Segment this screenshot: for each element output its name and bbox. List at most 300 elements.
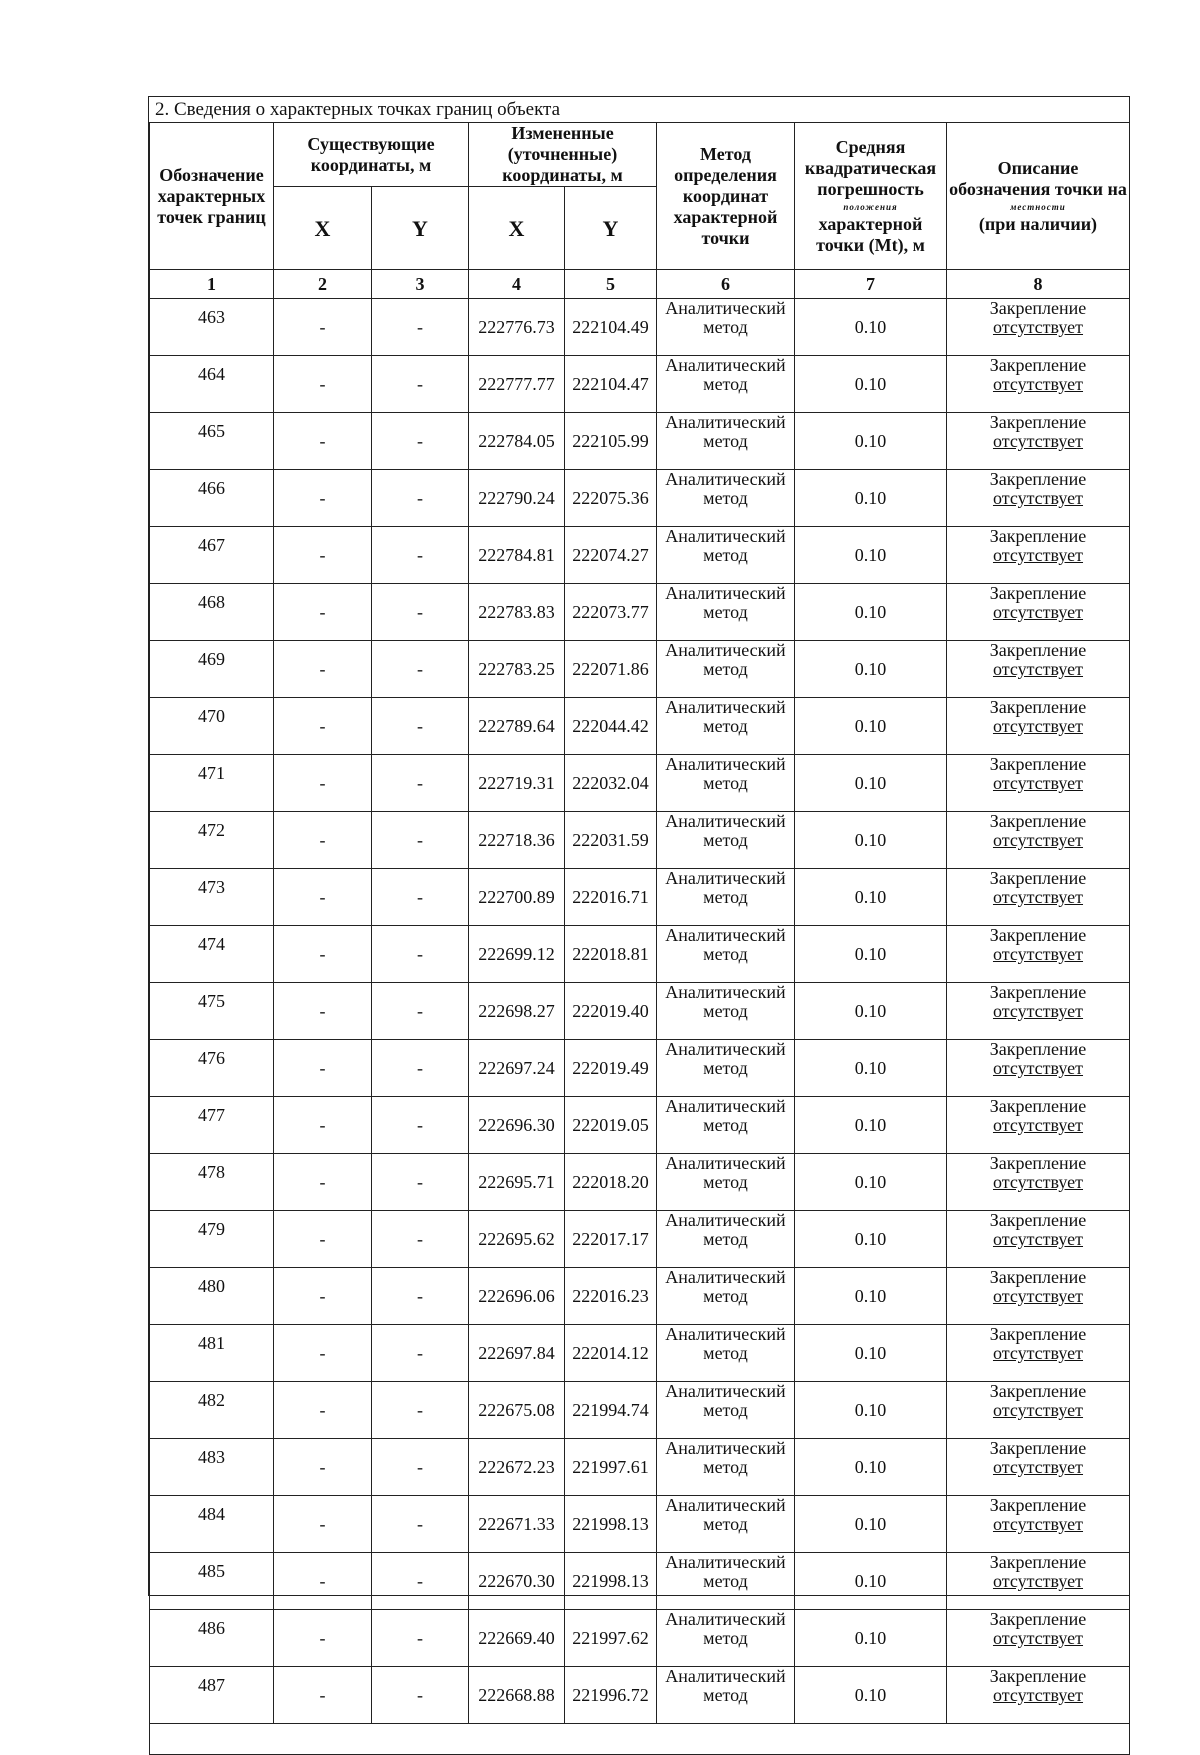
- description-cell: [947, 1553, 1130, 1610]
- boundary-points-table: [149, 122, 1130, 1755]
- column-number: 8: [947, 270, 1130, 299]
- point-number: 482: [150, 1382, 274, 1439]
- changed-x-value: 222699.12: [469, 926, 565, 983]
- changed-x-value: 222696.30: [469, 1097, 565, 1154]
- changed-x-value: 222697.84: [469, 1325, 565, 1382]
- mean-error-value: 0.10: [795, 1496, 947, 1553]
- section-title: 2. Сведения о характерных точках границ объекта: [155, 99, 561, 120]
- existing-x-value: -: [274, 1097, 372, 1154]
- method-cell: [657, 1154, 795, 1211]
- description-text-line: отсутствует: [992, 716, 1084, 736]
- mean-error-value: 0.10: [795, 1667, 947, 1724]
- mean-error-value: 0.10: [795, 584, 947, 641]
- method-text-line: метод: [703, 1286, 748, 1306]
- mean-error-value: 0.10: [795, 983, 947, 1040]
- description-text-line: отсутствует: [992, 1286, 1084, 1306]
- description-cell: [947, 1325, 1130, 1382]
- changed-x-value: 222783.83: [469, 584, 565, 641]
- changed-y-value: 222018.20: [565, 1154, 657, 1211]
- changed-x-value: 222777.77: [469, 356, 565, 413]
- mean-error-value: 0.10: [795, 698, 947, 755]
- description-text-line: отсутствует: [992, 545, 1084, 565]
- mean-error-value: 0.10: [795, 1439, 947, 1496]
- changed-y-value: 221997.61: [565, 1439, 657, 1496]
- description-text-line: отсутствует: [992, 602, 1084, 622]
- method-cell: [657, 1610, 795, 1667]
- existing-y-value: -: [372, 1211, 469, 1268]
- existing-y-value: -: [372, 1610, 469, 1667]
- header-method-line2: координат характерной точки: [673, 185, 778, 248]
- point-number: 465: [150, 413, 274, 470]
- table-row: [150, 926, 1130, 983]
- changed-x-value: 222776.73: [469, 299, 565, 356]
- existing-x-value: -: [274, 869, 372, 926]
- point-number: 486: [150, 1610, 274, 1667]
- method-text-line: Аналитический: [665, 868, 786, 888]
- column-number-row: [150, 270, 1130, 299]
- existing-y-value: -: [372, 983, 469, 1040]
- mean-error-value: 0.10: [795, 926, 947, 983]
- changed-x-value: 222783.25: [469, 641, 565, 698]
- method-cell: [657, 1439, 795, 1496]
- point-number: 470: [150, 698, 274, 755]
- description-text-line: Закрепление: [989, 1666, 1087, 1686]
- table-trailer: [150, 1724, 1130, 1755]
- method-text-line: метод: [703, 773, 748, 793]
- description-cell: [947, 698, 1130, 755]
- description-cell: [947, 926, 1130, 983]
- changed-y-value: 222071.86: [565, 641, 657, 698]
- description-cell: [947, 1496, 1130, 1553]
- method-cell: [657, 926, 795, 983]
- method-text-line: метод: [703, 1001, 748, 1021]
- method-text-line: Аналитический: [665, 697, 786, 717]
- method-cell: [657, 1325, 795, 1382]
- boundary-points-sheet: [148, 96, 1130, 1705]
- description-text-line: Закрепление: [989, 811, 1087, 831]
- method-text-line: Аналитический: [665, 298, 786, 318]
- existing-y-value: -: [372, 755, 469, 812]
- mean-error-value: 0.10: [795, 1268, 947, 1325]
- description-text-line: Закрепление: [989, 1096, 1087, 1116]
- method-text-line: метод: [703, 1571, 748, 1591]
- method-cell: [657, 1211, 795, 1268]
- changed-y-value: 221998.13: [565, 1553, 657, 1610]
- changed-x-value: 222696.06: [469, 1268, 565, 1325]
- changed-x-value: 222668.88: [469, 1667, 565, 1724]
- method-text-line: метод: [703, 1229, 748, 1249]
- header-desc-line1: Описание обозначения точки на: [949, 157, 1127, 199]
- point-number: 485: [150, 1553, 274, 1610]
- table-row: [150, 755, 1130, 812]
- description-cell: [947, 869, 1130, 926]
- point-number: 474: [150, 926, 274, 983]
- method-cell: [657, 755, 795, 812]
- changed-y-value: 222032.04: [565, 755, 657, 812]
- point-number: 480: [150, 1268, 274, 1325]
- empty-trailer-row: [150, 1724, 1130, 1755]
- method-text-line: Аналитический: [665, 640, 786, 660]
- header-existing-x: X: [274, 187, 372, 270]
- point-number: 484: [150, 1496, 274, 1553]
- mean-error-value: 0.10: [795, 527, 947, 584]
- method-text-line: Аналитический: [665, 1495, 786, 1515]
- description-cell: [947, 527, 1130, 584]
- point-number: 466: [150, 470, 274, 527]
- method-text-line: Аналитический: [665, 583, 786, 603]
- method-text-line: метод: [703, 374, 748, 394]
- changed-x-value: 222672.23: [469, 1439, 565, 1496]
- method-cell: [657, 1268, 795, 1325]
- method-text-line: Аналитический: [665, 982, 786, 1002]
- description-text-line: отсутствует: [992, 1685, 1084, 1705]
- description-cell: [947, 413, 1130, 470]
- description-cell: [947, 812, 1130, 869]
- changed-y-value: 222075.36: [565, 470, 657, 527]
- existing-y-value: -: [372, 299, 469, 356]
- description-text-line: отсутствует: [992, 431, 1084, 451]
- description-text-line: отсутствует: [992, 1457, 1084, 1477]
- description-text-line: отсутствует: [992, 1058, 1084, 1078]
- table-row: [150, 1325, 1130, 1382]
- description-text-line: Закрепление: [989, 412, 1087, 432]
- changed-x-value: 222675.08: [469, 1382, 565, 1439]
- description-cell: [947, 1154, 1130, 1211]
- method-text-line: Аналитический: [665, 526, 786, 546]
- description-text-line: отсутствует: [992, 317, 1084, 337]
- existing-y-value: -: [372, 1496, 469, 1553]
- method-cell: [657, 698, 795, 755]
- method-text-line: Аналитический: [665, 1609, 786, 1629]
- existing-x-value: -: [274, 584, 372, 641]
- table-row: [150, 1610, 1130, 1667]
- description-cell: [947, 1382, 1130, 1439]
- existing-x-value: -: [274, 812, 372, 869]
- description-text-line: отсутствует: [992, 1343, 1084, 1363]
- existing-y-value: -: [372, 1325, 469, 1382]
- changed-y-value: 221998.13: [565, 1496, 657, 1553]
- table-row: [150, 527, 1130, 584]
- table-row: [150, 299, 1130, 356]
- method-text-line: Аналитический: [665, 1039, 786, 1059]
- description-text-line: Закрепление: [989, 298, 1087, 318]
- changed-y-value: 222031.59: [565, 812, 657, 869]
- header-desc-small: местности: [1010, 201, 1066, 212]
- changed-y-value: 222104.49: [565, 299, 657, 356]
- description-text-line: Закрепление: [989, 1324, 1087, 1344]
- description-text-line: Закрепление: [989, 640, 1087, 660]
- method-text-line: Аналитический: [665, 1324, 786, 1344]
- column-number: 2: [274, 270, 372, 299]
- description-cell: [947, 1667, 1130, 1724]
- changed-y-value: 222044.42: [565, 698, 657, 755]
- changed-y-value: 222017.17: [565, 1211, 657, 1268]
- method-text-line: Аналитический: [665, 469, 786, 489]
- header-description: [947, 123, 1130, 270]
- method-text-line: метод: [703, 1457, 748, 1477]
- description-cell: [947, 1040, 1130, 1097]
- description-text-line: Закрепление: [989, 1153, 1087, 1173]
- existing-y-value: -: [372, 470, 469, 527]
- table-row: [150, 1097, 1130, 1154]
- description-text-line: Закрепление: [989, 982, 1087, 1002]
- existing-y-value: -: [372, 926, 469, 983]
- mean-error-value: 0.10: [795, 1040, 947, 1097]
- method-cell: [657, 584, 795, 641]
- changed-x-value: 222698.27: [469, 983, 565, 1040]
- existing-y-value: -: [372, 1268, 469, 1325]
- changed-y-value: 221997.62: [565, 1610, 657, 1667]
- description-text-line: Закрепление: [989, 355, 1087, 375]
- mean-error-value: 0.10: [795, 1325, 947, 1382]
- mean-error-value: 0.10: [795, 641, 947, 698]
- header-error-line2: характерной точки (Mt), м: [816, 213, 925, 255]
- existing-y-value: -: [372, 1439, 469, 1496]
- method-text-line: метод: [703, 830, 748, 850]
- description-text-line: Закрепление: [989, 1210, 1087, 1230]
- existing-x-value: -: [274, 1610, 372, 1667]
- existing-x-value: -: [274, 641, 372, 698]
- method-text-line: Аналитический: [665, 754, 786, 774]
- method-cell: [657, 869, 795, 926]
- description-cell: [947, 983, 1130, 1040]
- method-text-line: метод: [703, 659, 748, 679]
- method-text-line: Аналитический: [665, 1210, 786, 1230]
- existing-x-value: -: [274, 299, 372, 356]
- method-text-line: метод: [703, 1172, 748, 1192]
- table-row: [150, 1667, 1130, 1724]
- method-cell: [657, 299, 795, 356]
- method-text-line: Аналитический: [665, 1153, 786, 1173]
- method-text-line: Аналитический: [665, 1381, 786, 1401]
- description-text-line: отсутствует: [992, 1115, 1084, 1135]
- method-text-line: метод: [703, 1058, 748, 1078]
- header-error-line1: Средняя квадратическая погрешность: [804, 136, 937, 199]
- method-text-line: Аналитический: [665, 1096, 786, 1116]
- description-text-line: отсутствует: [992, 1172, 1084, 1192]
- method-text-line: Аналитический: [665, 1267, 786, 1287]
- method-text-line: метод: [703, 545, 748, 565]
- description-text-line: отсутствует: [992, 1571, 1084, 1591]
- method-text-line: метод: [703, 887, 748, 907]
- changed-y-value: 221996.72: [565, 1667, 657, 1724]
- existing-x-value: -: [274, 1325, 372, 1382]
- existing-x-value: -: [274, 1211, 372, 1268]
- method-cell: [657, 413, 795, 470]
- existing-y-value: -: [372, 1040, 469, 1097]
- changed-x-value: 222670.30: [469, 1553, 565, 1610]
- description-text-line: Закрепление: [989, 754, 1087, 774]
- existing-x-value: -: [274, 356, 372, 413]
- changed-y-value: 222105.99: [565, 413, 657, 470]
- empty-trailer-cell: [150, 1724, 1130, 1755]
- description-text-line: отсутствует: [992, 773, 1084, 793]
- method-cell: [657, 1496, 795, 1553]
- point-number: 469: [150, 641, 274, 698]
- mean-error-value: 0.10: [795, 413, 947, 470]
- mean-error-value: 0.10: [795, 299, 947, 356]
- description-text-line: Закрепление: [989, 526, 1087, 546]
- description-text-line: отсутствует: [992, 659, 1084, 679]
- changed-x-value: 222789.64: [469, 698, 565, 755]
- mean-error-value: 0.10: [795, 1097, 947, 1154]
- point-number: 477: [150, 1097, 274, 1154]
- mean-error-value: 0.10: [795, 470, 947, 527]
- description-cell: [947, 1610, 1130, 1667]
- existing-x-value: -: [274, 698, 372, 755]
- description-text-line: Закрепление: [989, 583, 1087, 603]
- description-cell: [947, 641, 1130, 698]
- header-point-designation: Обозначение характерных точек границ: [150, 123, 274, 270]
- mean-error-value: 0.10: [795, 1211, 947, 1268]
- point-number: 468: [150, 584, 274, 641]
- header-method-line1: Метод определения: [674, 143, 777, 185]
- point-number: 463: [150, 299, 274, 356]
- existing-y-value: -: [372, 812, 469, 869]
- point-number: 483: [150, 1439, 274, 1496]
- changed-y-value: 222018.81: [565, 926, 657, 983]
- existing-y-value: -: [372, 527, 469, 584]
- changed-x-value: 222784.81: [469, 527, 565, 584]
- method-cell: [657, 1097, 795, 1154]
- header-row-top: [150, 123, 1130, 187]
- changed-x-value: 222718.36: [469, 812, 565, 869]
- description-text-line: отсутствует: [992, 1628, 1084, 1648]
- mean-error-value: 0.10: [795, 812, 947, 869]
- mean-error-value: 0.10: [795, 1610, 947, 1667]
- table-row: [150, 869, 1130, 926]
- existing-x-value: -: [274, 926, 372, 983]
- method-text-line: метод: [703, 1343, 748, 1363]
- changed-y-value: 222104.47: [565, 356, 657, 413]
- changed-x-value: 222784.05: [469, 413, 565, 470]
- column-number: 3: [372, 270, 469, 299]
- point-number: 479: [150, 1211, 274, 1268]
- method-text-line: Аналитический: [665, 1438, 786, 1458]
- changed-y-value: 221994.74: [565, 1382, 657, 1439]
- table-row: [150, 1382, 1130, 1439]
- table-row: [150, 1553, 1130, 1610]
- changed-x-value: 222671.33: [469, 1496, 565, 1553]
- existing-x-value: -: [274, 1154, 372, 1211]
- point-number: 481: [150, 1325, 274, 1382]
- header-changed-y: Y: [565, 187, 657, 270]
- changed-y-value: 222019.49: [565, 1040, 657, 1097]
- method-cell: [657, 1382, 795, 1439]
- point-number: 487: [150, 1667, 274, 1724]
- changed-x-value: 222697.24: [469, 1040, 565, 1097]
- existing-x-value: -: [274, 413, 372, 470]
- table-row: [150, 1211, 1130, 1268]
- changed-y-value: 222019.05: [565, 1097, 657, 1154]
- table-row: [150, 584, 1130, 641]
- changed-x-value: 222790.24: [469, 470, 565, 527]
- changed-x-value: 222719.31: [469, 755, 565, 812]
- method-cell: [657, 1040, 795, 1097]
- description-cell: [947, 584, 1130, 641]
- header-error-small: положения: [843, 201, 898, 212]
- method-cell: [657, 1553, 795, 1610]
- description-cell: [947, 1439, 1130, 1496]
- existing-y-value: -: [372, 584, 469, 641]
- existing-y-value: -: [372, 641, 469, 698]
- description-text-line: Закрепление: [989, 1609, 1087, 1629]
- mean-error-value: 0.10: [795, 1553, 947, 1610]
- description-text-line: Закрепление: [989, 1438, 1087, 1458]
- method-text-line: метод: [703, 1400, 748, 1420]
- existing-y-value: -: [372, 698, 469, 755]
- description-text-line: Закрепление: [989, 1495, 1087, 1515]
- existing-x-value: -: [274, 1382, 372, 1439]
- mean-error-value: 0.10: [795, 1154, 947, 1211]
- changed-y-value: 222016.23: [565, 1268, 657, 1325]
- method-cell: [657, 527, 795, 584]
- description-text-line: отсутствует: [992, 1229, 1084, 1249]
- table-row: [150, 356, 1130, 413]
- existing-y-value: -: [372, 1154, 469, 1211]
- method-text-line: Аналитический: [665, 811, 786, 831]
- description-text-line: Закрепление: [989, 1039, 1087, 1059]
- description-cell: [947, 299, 1130, 356]
- method-text-line: метод: [703, 431, 748, 451]
- table-row: [150, 641, 1130, 698]
- changed-x-value: 222695.62: [469, 1211, 565, 1268]
- table-row: [150, 1268, 1130, 1325]
- description-cell: [947, 470, 1130, 527]
- method-text-line: метод: [703, 1628, 748, 1648]
- mean-error-value: 0.10: [795, 869, 947, 926]
- column-number: 4: [469, 270, 565, 299]
- method-text-line: Аналитический: [665, 412, 786, 432]
- method-text-line: Аналитический: [665, 355, 786, 375]
- changed-y-value: 222016.71: [565, 869, 657, 926]
- existing-x-value: -: [274, 1040, 372, 1097]
- existing-x-value: -: [274, 1553, 372, 1610]
- description-text-line: отсутствует: [992, 944, 1084, 964]
- header-method: [657, 123, 795, 270]
- table-row: [150, 1496, 1130, 1553]
- header-changed-x: X: [469, 187, 565, 270]
- existing-y-value: -: [372, 413, 469, 470]
- method-text-line: Аналитический: [665, 1552, 786, 1572]
- method-cell: [657, 470, 795, 527]
- point-number: 471: [150, 755, 274, 812]
- point-number: 473: [150, 869, 274, 926]
- changed-x-value: 222669.40: [469, 1610, 565, 1667]
- point-number: 464: [150, 356, 274, 413]
- description-cell: [947, 755, 1130, 812]
- description-cell: [947, 1097, 1130, 1154]
- mean-error-value: 0.10: [795, 1382, 947, 1439]
- method-text-line: метод: [703, 1685, 748, 1705]
- existing-x-value: -: [274, 1667, 372, 1724]
- header-existing-y: Y: [372, 187, 469, 270]
- description-text-line: Закрепление: [989, 1267, 1087, 1287]
- existing-y-value: -: [372, 869, 469, 926]
- method-cell: [657, 1667, 795, 1724]
- table-row: [150, 470, 1130, 527]
- existing-y-value: -: [372, 356, 469, 413]
- description-cell: [947, 1211, 1130, 1268]
- column-number: 5: [565, 270, 657, 299]
- description-text-line: Закрепление: [989, 469, 1087, 489]
- changed-y-value: 222073.77: [565, 584, 657, 641]
- description-text-line: Закрепление: [989, 1381, 1087, 1401]
- column-number: 7: [795, 270, 947, 299]
- method-text-line: метод: [703, 488, 748, 508]
- description-text-line: Закрепление: [989, 925, 1087, 945]
- method-cell: [657, 356, 795, 413]
